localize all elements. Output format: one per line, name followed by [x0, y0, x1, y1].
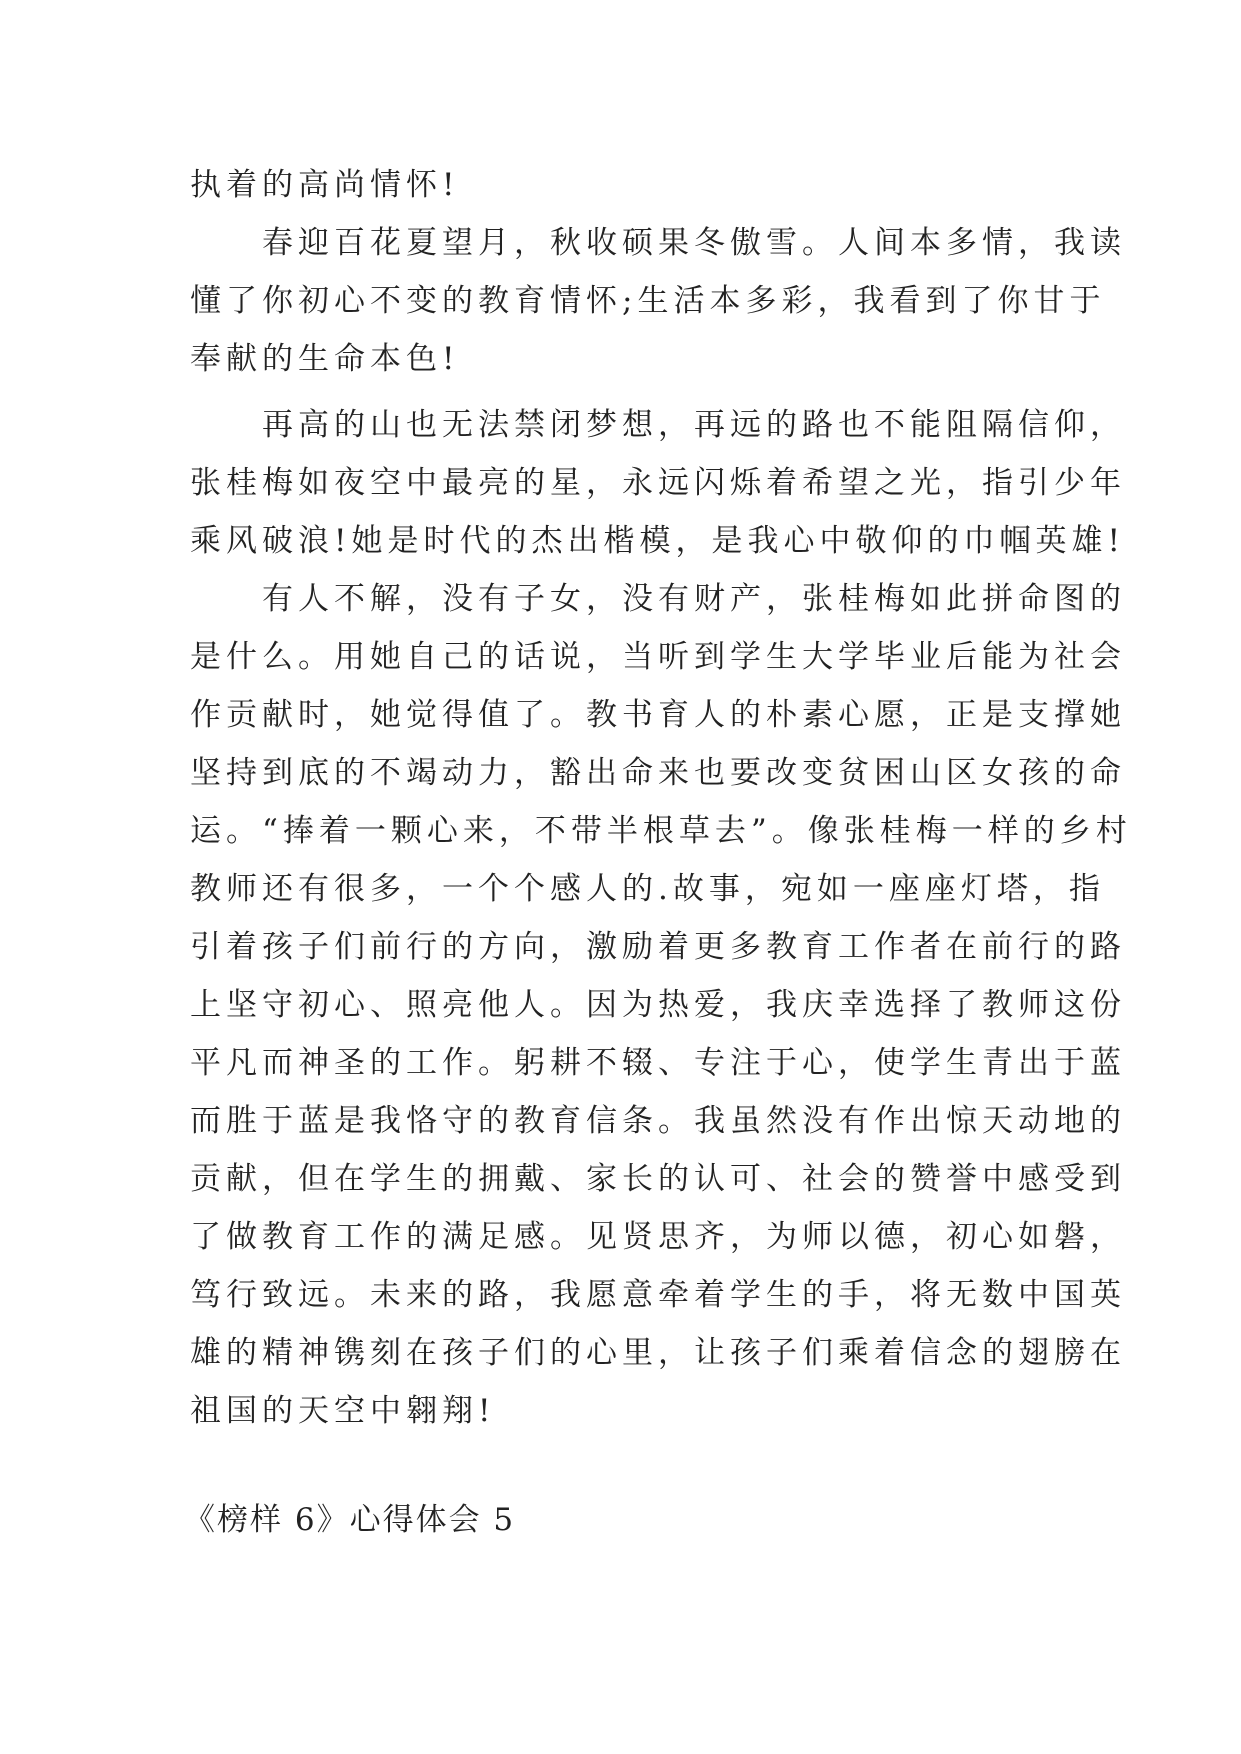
text-line: 作贡献时，她觉得值了。教书育人的朴素心愿，正是支撑她 [190, 697, 1126, 733]
text-line: 有人不解，没有子女，没有财产，张桂梅如此拼命图的 [190, 581, 1126, 617]
text-line: 运。“捧着一颗心来，不带半根草去”。像张桂梅一样的乡村 [190, 813, 1132, 849]
text-line: 平凡而神圣的工作。躬耕不辍、专注于心，使学生青出于蓝 [190, 1045, 1126, 1081]
text-line: 再高的山也无法禁闭梦想，再远的路也不能阻隔信仰， [190, 407, 1126, 443]
text-line: 乘风破浪!她是时代的杰出楷模，是我心中敬仰的巾帼英雄! [190, 523, 1125, 559]
text-line: 引着孩子们前行的方向，激励着更多教育工作者在前行的路 [190, 929, 1126, 965]
text-line: 春迎百花夏望月，秋收硕果冬傲雪。人间本多情，我读 [190, 225, 1126, 261]
text-line: 懂了你初心不变的教育情怀;生活本多彩，我看到了你甘于 [190, 283, 1106, 319]
text-line: 教师还有很多，一个个感人的.故事，宛如一座座灯塔，指 [190, 871, 1105, 907]
text-line: 祖国的天空中翱翔! [190, 1393, 496, 1429]
text-line: 是什么。用她自己的话说，当听到学生大学毕业后能为社会 [190, 639, 1126, 675]
text-line: 贡献，但在学生的拥戴、家长的认可、社会的赞誉中感受到 [190, 1161, 1126, 1197]
text-line: 笃行致远。未来的路，我愿意牵着学生的手，将无数中国英 [190, 1277, 1126, 1313]
text-line: 张桂梅如夜空中最亮的星，永远闪烁着希望之光，指引少年 [190, 465, 1126, 501]
text-line: 雄的精神镌刻在孩子们的心里，让孩子们乘着信念的翅膀在 [190, 1335, 1126, 1371]
text-line: 而胜于蓝是我恪守的教育信条。我虽然没有作出惊天动地的 [190, 1103, 1126, 1139]
text-line: 执着的高尚情怀! [190, 167, 460, 203]
text-line: 坚持到底的不竭动力，豁出命来也要改变贫困山区女孩的命 [190, 755, 1126, 791]
text-line: 奉献的生命本色! [190, 341, 460, 377]
text-line: 上坚守初心、照亮他人。因为热爱，我庆幸选择了教师这份 [190, 987, 1126, 1023]
text-line: 了做教育工作的满足感。见贤思齐，为师以德，初心如磐， [190, 1219, 1126, 1255]
section-heading: 《榜样 6》心得体会 5 [184, 1502, 516, 1538]
